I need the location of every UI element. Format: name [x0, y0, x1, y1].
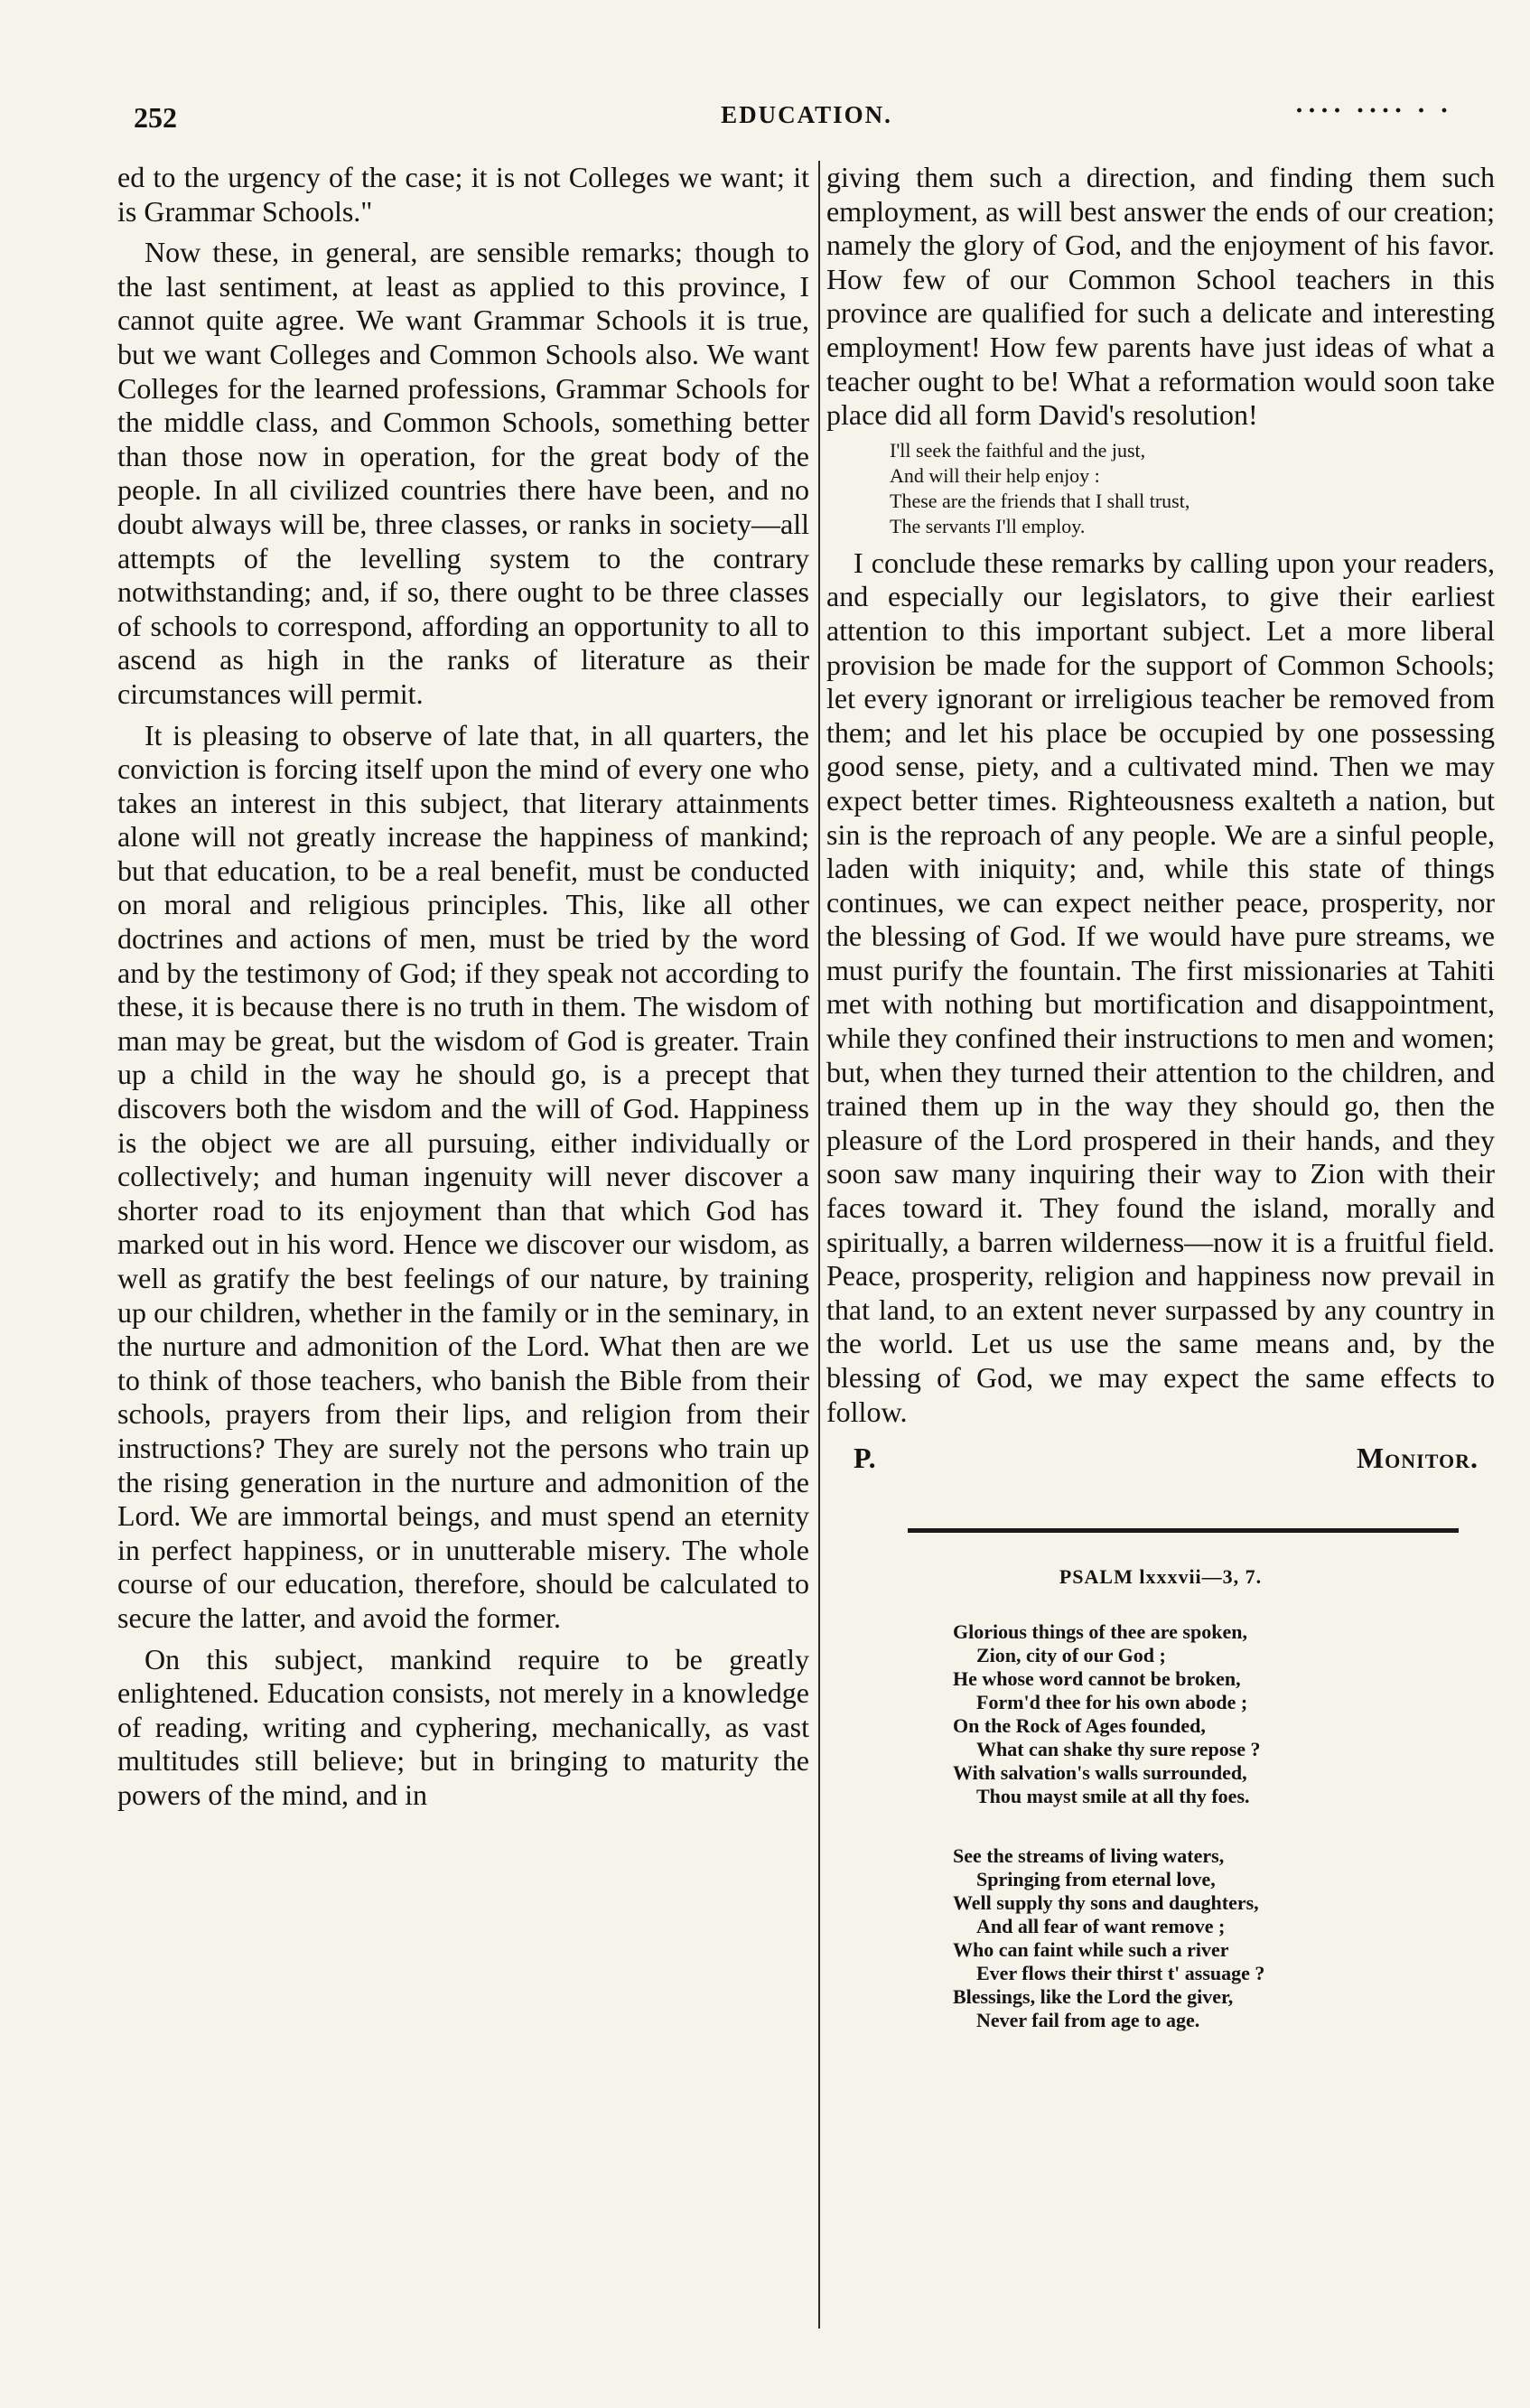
hymn-line: He whose word cannot be broken, — [953, 1667, 1241, 1691]
psalm-title: PSALM lxxxvii—3, 7. — [1059, 1564, 1263, 1588]
ink-marks: ···· ···· · · — [1294, 96, 1452, 126]
hymn-line: With salvation's walls surrounded, — [953, 1761, 1247, 1785]
right-column — [826, 161, 1495, 2032]
verse-line: I'll seek the faithful and the just, — [890, 438, 1146, 462]
paragraph: ed to the urgency of the case; it is not Colleges we want; it is Grammar Schools." — [117, 161, 809, 228]
hymn-line: Blessings, like the Lord the giver, — [953, 1985, 1234, 2009]
paragraph: It is pleasing to observe of late that, in all quarters, the conviction is forcing itself upon the mind of every one who takes an interest in this subject, that literary attainments alone will not greatly increase the happiness of mankind; but that education, to be a real benefit, must be conducted on moral and religious principles. This, like all other doctrines and actions of men, must be tried by the word and by the testimony of God; if they speak not according to these, it is because there is no truth in them. The wisdom of man may be great, but the wisdom of God is greater. Train up a child in the way he should go, is a precept that discovers both the wisdom and the will of God. Happiness is the object we are all pursuing, either individually or collectively; and human ingenuity will never discover a shorter road to its enjoyment than that which God has marked out in his word. Hence we discover our wisdom, as well as gratify the best feelings of our nature, by training up our children, whether in the family or in the seminary, in the nurture and admonition of the Lord. What then are we to think of those teachers, who banish the Bible from their schools, prayers from their lips, and religion from their instructions? They are surely not the persons who train up the rising generation in the nurture and admonition of the Lord. We are immortal beings, and must spend an eternity in perfect happiness, or in unutterable misery. The whole course of our education, therefore, should be calculated to secure the latter, and avoid the former. — [117, 718, 809, 1634]
paragraph: On this subject, mankind require to be greatly enlightened. Education consists, not merely in a knowledge of reading, writing and cyphering, mechanically, as vast multitudes still believe; but in bringing to maturity the powers of the mind, and in — [117, 1642, 809, 1811]
paragraph: Now these, in general, are sensible remarks; though to the last sentiment, at least as applied to this province, I cannot quite agree. We want Grammar Schools it is true, but we want Colleges and Common Schools also. We want Colleges for the learned professions, Grammar Schools for the middle class, and Common Schools, something better than those now in operation, for the great body of the people. In all civilized countries there have been, and no doubt always will be, three classes, or ranks in society—all attempts of the levelling system to the contrary notwithstanding; and, if so, there ought to be three classes of schools to correspond, affording an opportunity to all to ascend as high in the ranks of literature as their circumstances will permit. — [117, 236, 809, 710]
column-divider — [818, 161, 820, 2329]
running-title: EDUCATION. — [721, 101, 892, 128]
hymn-line: See the streams of living waters, — [953, 1844, 1225, 1868]
hymn-stanza-2 — [953, 1844, 1495, 2032]
hymn-line: Who can faint while such a river — [953, 1938, 1229, 1962]
hymn-line: On the Rock of Ages founded, — [953, 1714, 1206, 1738]
verse-line: These are the friends that I shall trust, — [890, 489, 1190, 512]
paragraph: I conclude these remarks by calling upon your readers, and especially our legislators, to give their earliest attention to this important subject. Let a more liberal provision be made for the support of Common Schools; let every ignorant or irreligious teacher be removed from them; and let his place be occupied by one possessing good sense, piety, and a cultivated mind. Then we may expect better times. Righteousness exalteth a nation, but sin is the reproach of any people. We are a sinful people, laden with iniquity; and, while this state of things continues, we can expect neither peace, prosperity, nor the blessing of God. If we would have pure streams, we must purify the fountain. The first missionaries at Tahiti met with nothing but mortification and disappointment, while they confined their instructions to men and women; but, when they turned their attention to the children, and trained them up in the way they should go, then the pleasure of the Lord prospered in their hands, and they soon saw many inquiring their way to Zion with their faces toward it. They found the island, morally and spiritually, a barren wilderness—now it is a fruitful field. Peace, prosperity, religion and happiness now prevail in that land, to an extent never surpassed by any country in the world. Let us use the same means and, by the blessing of God, we may expect the same effects to follow. — [826, 546, 1495, 1428]
verse-line: And will their help enjoy : — [890, 463, 1100, 487]
hymn-line: Glorious things of thee are spoken, — [953, 1620, 1247, 1644]
hymn-line: Thou mayst smile at all thy foes. — [976, 1785, 1250, 1808]
hymn-line: What can shake thy sure repose ? — [976, 1738, 1261, 1761]
hymn-line: And all fear of want remove ; — [976, 1915, 1226, 1938]
section-rule — [908, 1528, 1459, 1533]
signature-line — [854, 1442, 1495, 1476]
hymn-line: Never fail from age to age. — [976, 2009, 1200, 2032]
hymn-line: Well supply thy sons and daughters, — [953, 1891, 1259, 1915]
page-header — [134, 96, 1479, 146]
hymn-line: Form'd thee for his own abode ; — [976, 1691, 1248, 1714]
hymn-line: Ever flows their thirst t' assuage ? — [976, 1962, 1265, 1985]
paragraph: giving them such a direction, and finding them such employment, as will best answer the ends of our creation; namely the glory of God, and the enjoyment of his favor. How few of our Common School teachers in this province are qualified for such a delicate and interesting employment! How few parents have just ideas of what a teacher ought to be! What a reformation would soon take place did all form David's resolution! — [826, 161, 1495, 432]
hymn-line: Zion, city of our God ; — [976, 1644, 1166, 1667]
page-number: 252 — [134, 101, 177, 134]
quoted-verse — [890, 438, 1495, 539]
signature-initial: P. — [854, 1442, 876, 1475]
hymn-stanza-1 — [953, 1620, 1495, 1808]
verse-line: The servants I'll employ. — [890, 514, 1086, 537]
hymn-line: Springing from eternal love, — [976, 1868, 1216, 1891]
signature-name: Monitor. — [1356, 1442, 1479, 1475]
left-column — [117, 161, 809, 1813]
